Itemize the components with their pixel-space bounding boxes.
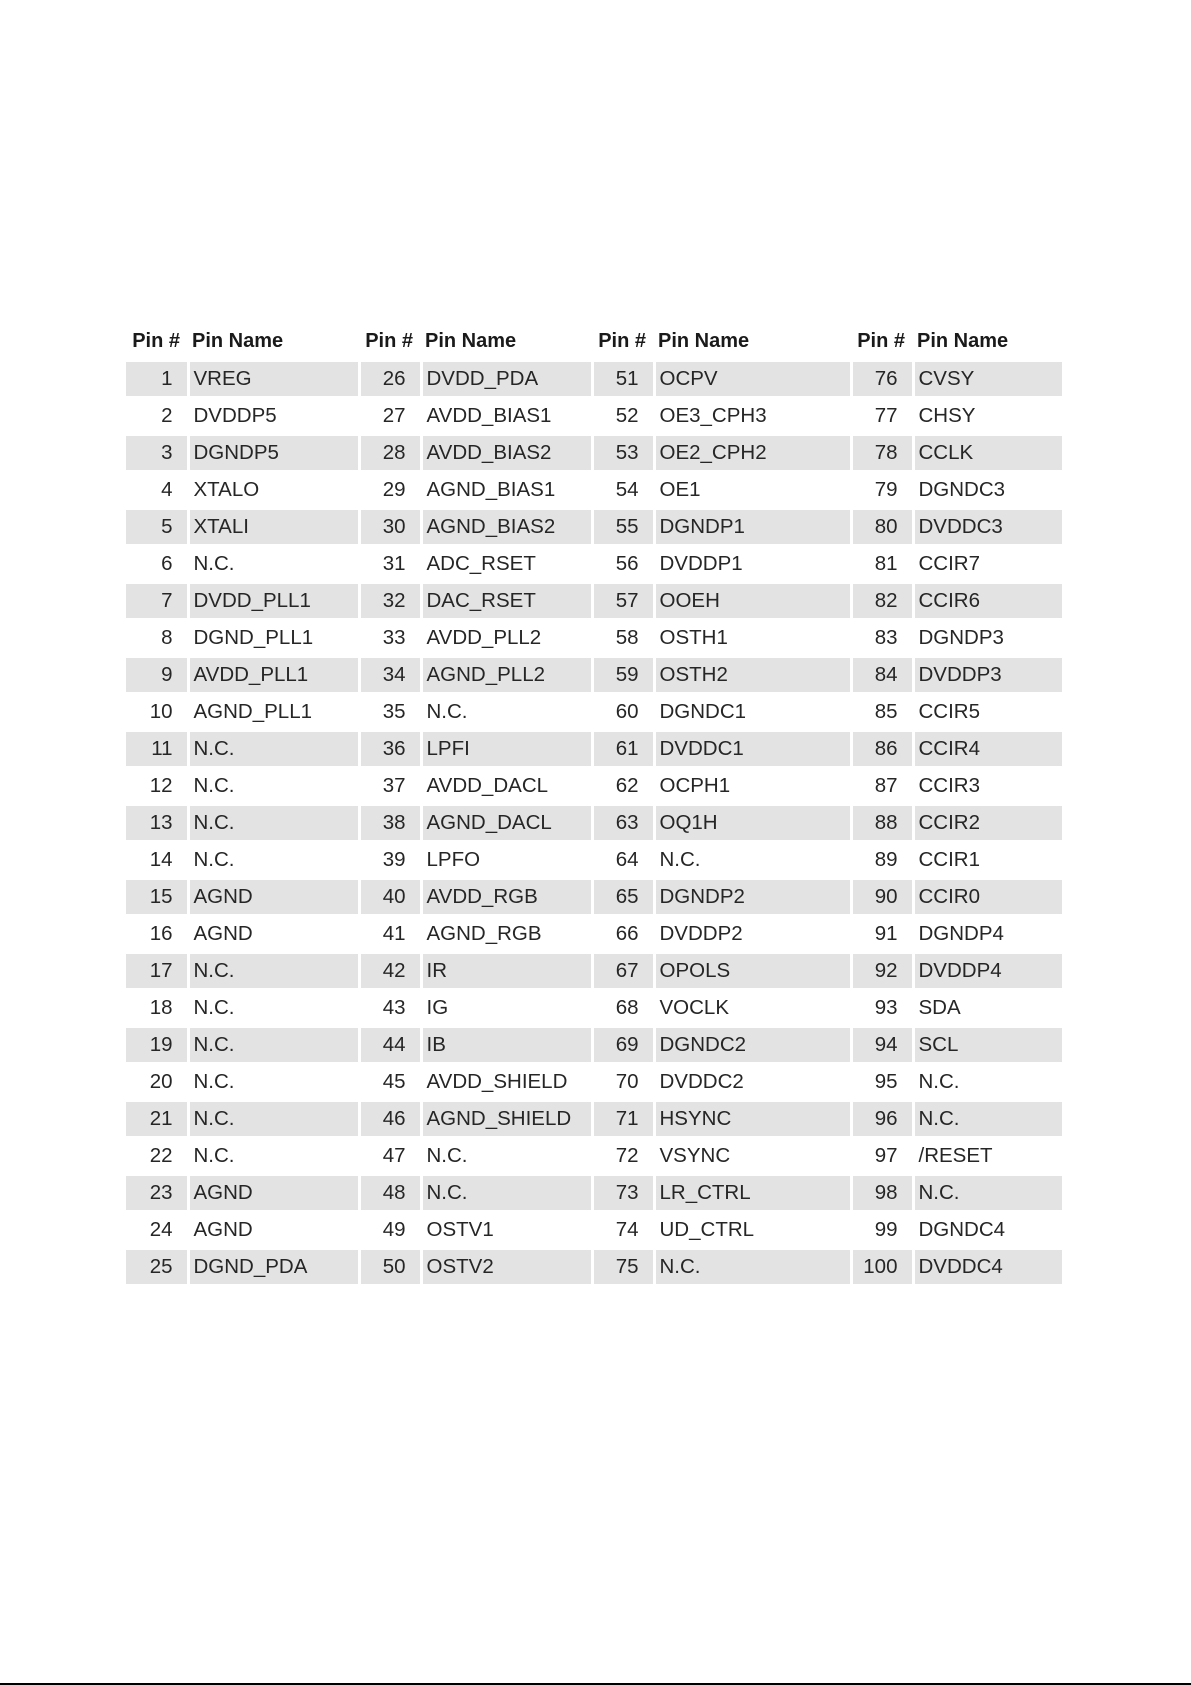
pin-number-cell: 19 <box>126 1027 188 1064</box>
pin-name-cell: N.C. <box>188 842 359 879</box>
pin-name-cell: AGND <box>188 879 359 916</box>
pin-name-cell: N.C. <box>188 990 359 1027</box>
pin-number-cell: 69 <box>592 1027 654 1064</box>
table-row <box>126 657 1062 694</box>
pin-name-cell: AVDD_RGB <box>421 879 592 916</box>
pin-name-cell: VREG <box>188 361 359 398</box>
pin-number-cell: 97 <box>851 1138 913 1175</box>
pin-name-cell: N.C. <box>188 805 359 842</box>
pin-number-cell: 24 <box>126 1212 188 1249</box>
header-row <box>126 320 1062 361</box>
pin-number-cell: 60 <box>592 694 654 731</box>
pin-name-cell: SDA <box>913 990 1062 1027</box>
pin-name-cell: AGND <box>188 1212 359 1249</box>
pin-number-cell: 77 <box>851 398 913 435</box>
pin-number-cell: 39 <box>359 842 421 879</box>
pin-number-cell: 68 <box>592 990 654 1027</box>
pin-name-cell: DVDDC1 <box>654 731 851 768</box>
pin-number-cell: 81 <box>851 546 913 583</box>
pin-number-cell: 48 <box>359 1175 421 1212</box>
pin-number-cell: 64 <box>592 842 654 879</box>
pin-name-cell: N.C. <box>188 1027 359 1064</box>
pin-number-cell: 14 <box>126 842 188 879</box>
pin-name-cell: N.C. <box>913 1064 1062 1101</box>
pin-name-cell: DVDDC3 <box>913 509 1062 546</box>
table-row <box>126 546 1062 583</box>
pin-name-cell: XTALI <box>188 509 359 546</box>
pin-number-cell: 52 <box>592 398 654 435</box>
pin-number-cell: 23 <box>126 1175 188 1212</box>
pin-number-cell: 71 <box>592 1101 654 1138</box>
pin-name-cell: DVDD_PDA <box>421 361 592 398</box>
pin-number-cell: 99 <box>851 1212 913 1249</box>
pin-number-cell: 12 <box>126 768 188 805</box>
pin-number-cell: 1 <box>126 361 188 398</box>
pin-name-cell: AVDD_DACL <box>421 768 592 805</box>
pin-number-cell: 46 <box>359 1101 421 1138</box>
pin-name-cell: DVDDC4 <box>913 1249 1062 1285</box>
pin-number-cell: 34 <box>359 657 421 694</box>
pin-name-cell: DGNDP1 <box>654 509 851 546</box>
pin-name-header: Pin Name <box>188 320 359 361</box>
table-row <box>126 1064 1062 1101</box>
pin-name-cell: CCIR3 <box>913 768 1062 805</box>
pin-name-cell: DVDDP3 <box>913 657 1062 694</box>
pin-number-cell: 30 <box>359 509 421 546</box>
pin-number-cell: 2 <box>126 398 188 435</box>
pin-number-cell: 38 <box>359 805 421 842</box>
pin-number-cell: 35 <box>359 694 421 731</box>
pin-number-cell: 45 <box>359 1064 421 1101</box>
table-row <box>126 398 1062 435</box>
pin-number-cell: 3 <box>126 435 188 472</box>
pin-number-cell: 91 <box>851 916 913 953</box>
pin-number-cell: 84 <box>851 657 913 694</box>
pin-name-cell: DGNDP3 <box>913 620 1062 657</box>
pin-name-cell: CCIR2 <box>913 805 1062 842</box>
pin-number-cell: 17 <box>126 953 188 990</box>
pin-number-cell: 74 <box>592 1212 654 1249</box>
pin-number-cell: 15 <box>126 879 188 916</box>
pin-number-cell: 58 <box>592 620 654 657</box>
pin-name-cell: AGND_SHIELD <box>421 1101 592 1138</box>
pin-number-cell: 8 <box>126 620 188 657</box>
pin-name-cell: DVDDP5 <box>188 398 359 435</box>
table-row <box>126 990 1062 1027</box>
table-row <box>126 1027 1062 1064</box>
pin-name-cell: N.C. <box>188 1064 359 1101</box>
pin-name-cell: OQ1H <box>654 805 851 842</box>
pin-name-cell: N.C. <box>188 1138 359 1175</box>
pin-name-cell: N.C. <box>188 1101 359 1138</box>
pin-number-cell: 50 <box>359 1249 421 1285</box>
pin-number-cell: 95 <box>851 1064 913 1101</box>
pin-number-cell: 5 <box>126 509 188 546</box>
table-row <box>126 1138 1062 1175</box>
table-row <box>126 879 1062 916</box>
pin-number-cell: 96 <box>851 1101 913 1138</box>
table-row <box>126 694 1062 731</box>
pin-number-cell: 16 <box>126 916 188 953</box>
pin-name-cell: N.C. <box>421 694 592 731</box>
pin-number-cell: 90 <box>851 879 913 916</box>
pin-name-cell: SCL <box>913 1027 1062 1064</box>
pin-number-cell: 27 <box>359 398 421 435</box>
pin-name-cell: CCIR4 <box>913 731 1062 768</box>
pin-name-cell: ADC_RSET <box>421 546 592 583</box>
pin-name-cell: N.C. <box>421 1175 592 1212</box>
pin-number-cell: 62 <box>592 768 654 805</box>
pin-number-cell: 11 <box>126 731 188 768</box>
pin-number-cell: 65 <box>592 879 654 916</box>
pin-number-cell: 31 <box>359 546 421 583</box>
pin-number-cell: 61 <box>592 731 654 768</box>
pin-number-cell: 21 <box>126 1101 188 1138</box>
pin-name-cell: CCIR1 <box>913 842 1062 879</box>
pin-number-cell: 75 <box>592 1249 654 1285</box>
pin-name-cell: IR <box>421 953 592 990</box>
table-row <box>126 953 1062 990</box>
pin-name-cell: LPFI <box>421 731 592 768</box>
pin-number-cell: 63 <box>592 805 654 842</box>
table-row <box>126 1249 1062 1285</box>
pin-number-cell: 22 <box>126 1138 188 1175</box>
table-row <box>126 435 1062 472</box>
pin-name-cell: VOCLK <box>654 990 851 1027</box>
pin-number-cell: 57 <box>592 583 654 620</box>
pin-number-cell: 29 <box>359 472 421 509</box>
pin-number-cell: 73 <box>592 1175 654 1212</box>
pin-number-header: Pin # <box>851 320 913 361</box>
pin-name-cell: LR_CTRL <box>654 1175 851 1212</box>
pin-name-cell: N.C. <box>654 842 851 879</box>
pin-number-cell: 28 <box>359 435 421 472</box>
pin-number-cell: 10 <box>126 694 188 731</box>
pin-number-cell: 37 <box>359 768 421 805</box>
pin-name-cell: CCIR7 <box>913 546 1062 583</box>
pin-name-header: Pin Name <box>654 320 851 361</box>
pin-number-cell: 67 <box>592 953 654 990</box>
pin-number-cell: 98 <box>851 1175 913 1212</box>
pin-number-cell: 82 <box>851 583 913 620</box>
pin-number-cell: 86 <box>851 731 913 768</box>
pin-number-cell: 54 <box>592 472 654 509</box>
pin-name-cell: DVDDP2 <box>654 916 851 953</box>
pin-name-cell: CCIR0 <box>913 879 1062 916</box>
pin-number-cell: 70 <box>592 1064 654 1101</box>
pin-name-cell: OCPV <box>654 361 851 398</box>
pin-name-cell: /RESET <box>913 1138 1062 1175</box>
pin-name-cell: N.C. <box>188 953 359 990</box>
pin-name-cell: OSTH1 <box>654 620 851 657</box>
pin-name-cell: UD_CTRL <box>654 1212 851 1249</box>
pin-number-cell: 56 <box>592 546 654 583</box>
pin-name-cell: DVDDP4 <box>913 953 1062 990</box>
pin-name-cell: AVDD_BIAS1 <box>421 398 592 435</box>
pin-number-cell: 55 <box>592 509 654 546</box>
pin-name-cell: IG <box>421 990 592 1027</box>
pin-name-cell: AGND_BIAS1 <box>421 472 592 509</box>
pin-number-cell: 78 <box>851 435 913 472</box>
pin-name-cell: OSTV1 <box>421 1212 592 1249</box>
pin-number-cell: 36 <box>359 731 421 768</box>
pin-number-header: Pin # <box>126 320 188 361</box>
pin-name-cell: DGND_PDA <box>188 1249 359 1285</box>
pin-number-cell: 18 <box>126 990 188 1027</box>
pin-number-cell: 13 <box>126 805 188 842</box>
pin-assignment-table <box>126 320 1062 1284</box>
pin-number-cell: 92 <box>851 953 913 990</box>
pin-number-cell: 53 <box>592 435 654 472</box>
pin-number-cell: 80 <box>851 509 913 546</box>
table-body <box>126 361 1062 1285</box>
pin-number-cell: 32 <box>359 583 421 620</box>
pin-name-cell: DGNDP5 <box>188 435 359 472</box>
pin-name-cell: N.C. <box>913 1101 1062 1138</box>
pin-number-cell: 59 <box>592 657 654 694</box>
pin-name-cell: CCIR6 <box>913 583 1062 620</box>
pin-number-cell: 88 <box>851 805 913 842</box>
pin-number-cell: 40 <box>359 879 421 916</box>
pin-number-cell: 85 <box>851 694 913 731</box>
pin-number-cell: 72 <box>592 1138 654 1175</box>
pin-name-cell: VSYNC <box>654 1138 851 1175</box>
pin-number-cell: 26 <box>359 361 421 398</box>
pin-name-cell: AGND_RGB <box>421 916 592 953</box>
pin-number-cell: 87 <box>851 768 913 805</box>
pin-number-cell: 47 <box>359 1138 421 1175</box>
pin-name-cell: AGND_DACL <box>421 805 592 842</box>
pin-number-cell: 7 <box>126 583 188 620</box>
pin-name-cell: N.C. <box>913 1175 1062 1212</box>
pin-name-cell: DGNDC1 <box>654 694 851 731</box>
pin-name-cell: N.C. <box>421 1138 592 1175</box>
table-row <box>126 805 1062 842</box>
table-row <box>126 731 1062 768</box>
pin-number-cell: 89 <box>851 842 913 879</box>
pin-name-cell: AGND_BIAS2 <box>421 509 592 546</box>
table-row <box>126 361 1062 398</box>
pin-name-cell: AVDD_BIAS2 <box>421 435 592 472</box>
table-row <box>126 472 1062 509</box>
pin-name-cell: DGND_PLL1 <box>188 620 359 657</box>
pin-name-cell: DAC_RSET <box>421 583 592 620</box>
pin-name-cell: DVDDP1 <box>654 546 851 583</box>
pin-name-cell: AGND_PLL1 <box>188 694 359 731</box>
pin-number-cell: 100 <box>851 1249 913 1285</box>
pin-number-cell: 25 <box>126 1249 188 1285</box>
pin-name-header: Pin Name <box>421 320 592 361</box>
pin-number-cell: 4 <box>126 472 188 509</box>
pin-name-header: Pin Name <box>913 320 1062 361</box>
pin-name-cell: N.C. <box>188 768 359 805</box>
pin-number-cell: 79 <box>851 472 913 509</box>
pin-name-cell: AGND <box>188 916 359 953</box>
pin-name-cell: AVDD_SHIELD <box>421 1064 592 1101</box>
pin-number-cell: 83 <box>851 620 913 657</box>
pin-number-cell: 93 <box>851 990 913 1027</box>
pin-name-cell: N.C. <box>654 1249 851 1285</box>
table-row <box>126 916 1062 953</box>
pin-number-cell: 94 <box>851 1027 913 1064</box>
pin-number-cell: 76 <box>851 361 913 398</box>
table-row <box>126 583 1062 620</box>
pin-number-cell: 51 <box>592 361 654 398</box>
pin-name-cell: DGNDC4 <box>913 1212 1062 1249</box>
pin-number-cell: 33 <box>359 620 421 657</box>
pin-name-cell: DGNDP2 <box>654 879 851 916</box>
pin-number-cell: 41 <box>359 916 421 953</box>
pin-name-cell: OCPH1 <box>654 768 851 805</box>
table-header <box>126 320 1062 361</box>
pin-name-cell: LPFO <box>421 842 592 879</box>
pin-name-cell: CCIR5 <box>913 694 1062 731</box>
table-row <box>126 1101 1062 1138</box>
pin-number-header: Pin # <box>359 320 421 361</box>
pin-name-cell: OE2_CPH2 <box>654 435 851 472</box>
pin-name-cell: CCLK <box>913 435 1062 472</box>
pin-number-cell: 6 <box>126 546 188 583</box>
pin-name-cell: HSYNC <box>654 1101 851 1138</box>
pin-name-cell: OE3_CPH3 <box>654 398 851 435</box>
pin-name-cell: OE1 <box>654 472 851 509</box>
pin-name-cell: CHSY <box>913 398 1062 435</box>
pin-name-cell: CVSY <box>913 361 1062 398</box>
pin-number-cell: 66 <box>592 916 654 953</box>
pin-name-cell: OSTH2 <box>654 657 851 694</box>
pin-name-cell: AVDD_PLL2 <box>421 620 592 657</box>
table-row <box>126 1212 1062 1249</box>
table-row <box>126 768 1062 805</box>
table-row <box>126 1175 1062 1212</box>
pin-number-cell: 42 <box>359 953 421 990</box>
pin-name-cell: OPOLS <box>654 953 851 990</box>
pin-name-cell: DVDDC2 <box>654 1064 851 1101</box>
pin-name-cell: DGNDC3 <box>913 472 1062 509</box>
pin-number-cell: 44 <box>359 1027 421 1064</box>
pin-number-cell: 43 <box>359 990 421 1027</box>
pin-name-cell: OOEH <box>654 583 851 620</box>
table-row <box>126 620 1062 657</box>
table-row <box>126 509 1062 546</box>
pin-name-cell: AGND <box>188 1175 359 1212</box>
pin-name-cell: AGND_PLL2 <box>421 657 592 694</box>
pin-number-cell: 20 <box>126 1064 188 1101</box>
pin-name-cell: XTALO <box>188 472 359 509</box>
pin-name-cell: DGNDP4 <box>913 916 1062 953</box>
pin-name-cell: IB <box>421 1027 592 1064</box>
pin-name-cell: DVDD_PLL1 <box>188 583 359 620</box>
pin-name-cell: AVDD_PLL1 <box>188 657 359 694</box>
pin-name-cell: N.C. <box>188 731 359 768</box>
pin-name-cell: DGNDC2 <box>654 1027 851 1064</box>
pin-number-cell: 49 <box>359 1212 421 1249</box>
table-row <box>126 842 1062 879</box>
pin-number-header: Pin # <box>592 320 654 361</box>
pin-name-cell: N.C. <box>188 546 359 583</box>
pin-name-cell: OSTV2 <box>421 1249 592 1285</box>
pin-number-cell: 9 <box>126 657 188 694</box>
